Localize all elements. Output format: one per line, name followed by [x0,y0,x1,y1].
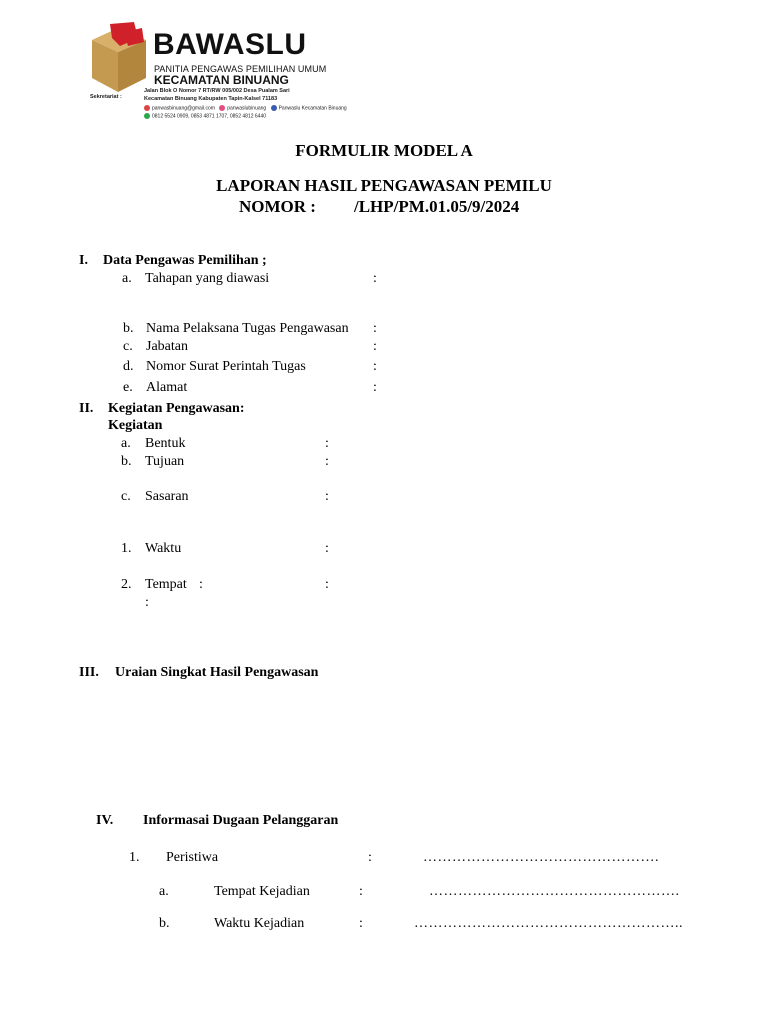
s2-item-2-extra-colon: : [145,595,149,610]
s2-item-2-colon: : [325,577,329,592]
s1-item-b-letter: b. [123,321,134,336]
nomor-label: NOMOR : [239,197,316,216]
s2-item-2-inline-colon: : [199,577,203,592]
s4-item-b-colon: : [359,916,363,931]
section-1-number: I. [79,253,88,268]
brand-name: BAWASLU [153,28,307,61]
s4-event-label: Peristiwa [166,850,219,865]
s4-event-colon: : [368,850,372,865]
letterhead [88,20,347,122]
s1-item-a-label: Tahapan yang diawasi [145,271,270,286]
facebook-icon [271,105,277,111]
instagram-text: panwaslubinuang [227,105,267,112]
form-title: FORMULIR MODEL A [295,141,473,160]
section-4-number: IV. [96,813,114,828]
section-3-number: III. [79,665,99,680]
s1-item-e-colon: : [373,380,377,395]
nomor-value: /LHP/PM.01.05/9/2024 [354,197,520,216]
brand-subtitle: PANITIA PENGAWAS PEMILIHAN UMUM [154,64,327,74]
s2-item-a-label: Bentuk [145,436,186,451]
section-4-heading: Informasai Dugaan Pelanggaran [143,813,339,828]
instagram-icon [219,105,225,111]
s1-item-e-letter: e. [123,380,133,395]
s2-item-a-colon: : [325,436,329,451]
phone-row [144,113,266,119]
s4-item-b-letter: b. [159,916,170,931]
bawaslu-logo-icon [88,22,152,94]
s2-item-1-colon: : [325,541,329,556]
s2-item-b-letter: b. [121,454,132,469]
contact-row [144,105,347,111]
s2-item-b-label: Tujuan [145,454,185,469]
facebook-text: Panwaslu Kecamatan Binuang [278,105,347,112]
email-text: panwasbinuang@gmail.com [152,105,215,112]
s1-item-b-label: Nama Pelaksana Tugas Pengawasan [146,321,349,336]
section-2-subheading: Kegiatan [108,418,163,433]
s4-item-a-label: Tempat Kejadian [214,884,310,899]
s1-item-c-colon: : [373,339,377,354]
s2-item-c-letter: c. [121,489,131,504]
section-2-number: II. [79,401,94,416]
s2-item-c-label: Sasaran [145,489,189,504]
s4-event-dots: …………………………………………. [423,850,659,865]
s4-item-b-dots: ……………………………………………….. [414,916,683,931]
brand-office: KECAMATAN BINUANG [154,73,289,87]
s1-item-d-letter: d. [123,359,134,374]
address-line-2: Kecamatan Binuang Kabupaten Tapin-Kalsel 71183 [144,96,278,102]
s2-item-c-colon: : [325,489,329,504]
section-3-heading: Uraian Singkat Hasil Pengawasan [115,665,319,680]
address-line-1: Jalan Blok O Nomor 7 RT/RW 005/002 Desa Pualam Sari [144,88,290,94]
email-icon [144,105,150,111]
s4-item-a-dots: ……………………………………………. [429,884,680,899]
s1-item-d-colon: : [373,359,377,374]
s1-item-c-label: Jabatan [146,339,188,354]
section-1-heading: Data Pengawas Pemilihan ; [103,253,267,268]
whatsapp-icon [144,113,150,119]
s1-item-d-label: Nomor Surat Perintah Tugas [146,359,306,374]
s4-item-a-letter: a. [159,884,169,899]
s4-item-a-colon: : [359,884,363,899]
s1-item-b-colon: : [373,321,377,336]
phone-text: 0812 5524 0909, 0853 4871 1707, 0852 4812 6440 [152,113,266,120]
s1-item-c-letter: c. [123,339,133,354]
s1-item-a-letter: a. [122,271,132,286]
s4-item-b-label: Waktu Kejadian [214,916,305,931]
s2-item-a-letter: a. [121,436,131,451]
section-2-heading: Kegiatan Pengawasan: [108,401,245,416]
s2-item-b-colon: : [325,454,329,469]
report-title: LAPORAN HASIL PENGAWASAN PEMILU [216,176,552,195]
s2-item-1-number: 1. [121,541,132,556]
address-label: Sekretariat : [90,94,122,100]
s4-event-number: 1. [129,850,140,865]
s1-item-a-colon: : [373,271,377,286]
s1-item-e-label: Alamat [146,380,188,395]
s2-item-2-number: 2. [121,577,132,592]
s2-item-2-label: Tempat [145,577,187,592]
s2-item-1-label: Waktu [145,541,182,556]
